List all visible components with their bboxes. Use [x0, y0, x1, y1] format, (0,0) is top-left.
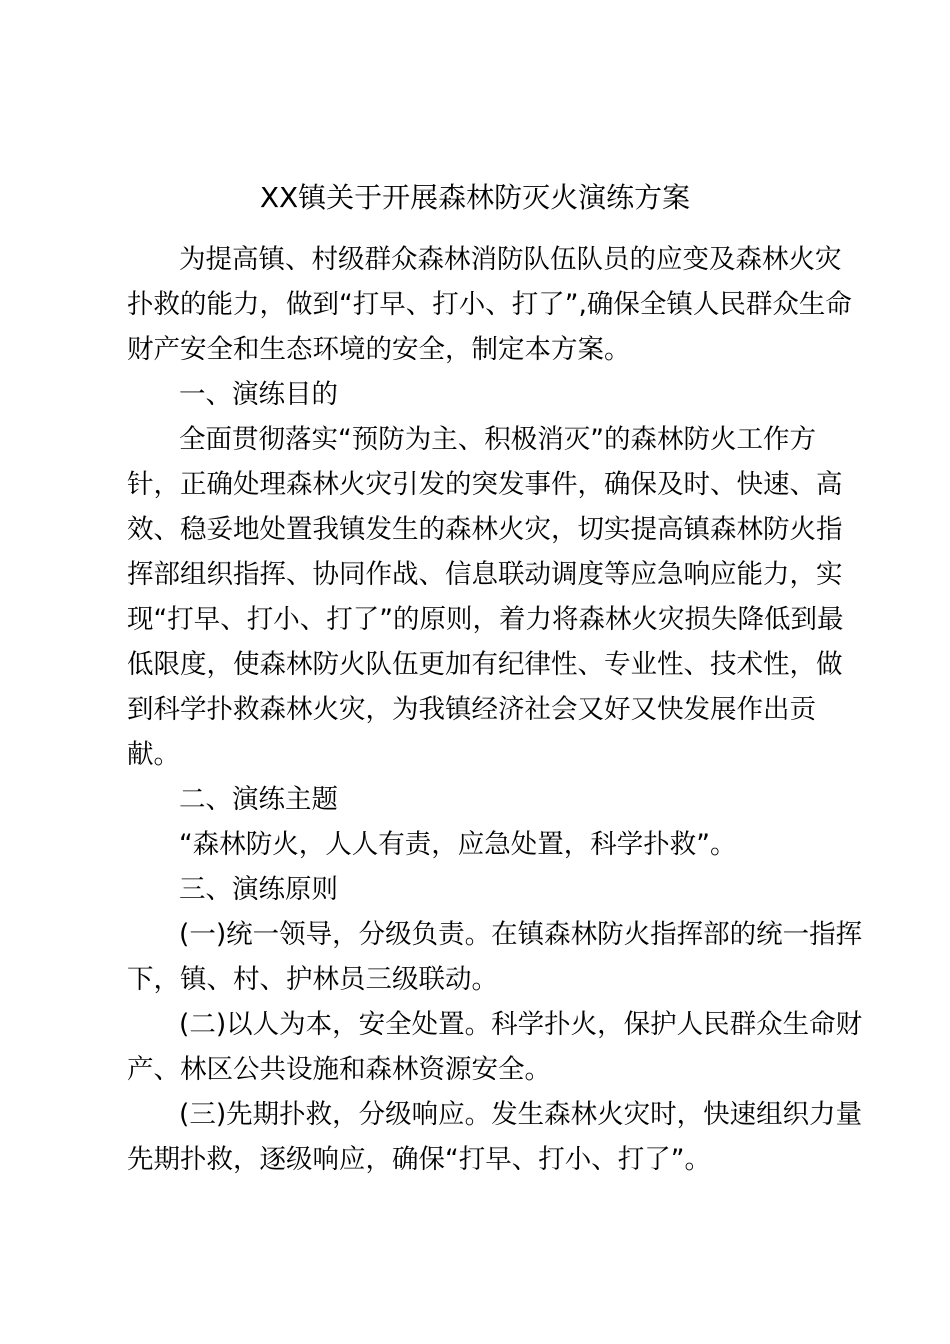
principle-2-line-1: (二)以人为本，安全处置。科学扑火，保护人民群众生命财 [179, 1009, 863, 1040]
paragraph-intro-line-2: 扑救的能力，做到“打早、打小、打了”,确保全镇人民群众生命 [127, 289, 852, 320]
paragraph-theme: “森林防火，人人有责，应急处置，科学扑救”。 [179, 829, 737, 860]
section-heading-principles: 三、演练原则 [179, 874, 338, 905]
paragraph-purpose-line-1: 全面贯彻落实“预防为主、积极消灭”的森林防火工作方 [179, 424, 816, 455]
paragraph-purpose-line-3: 效、稳妥地处置我镇发生的森林火灾，切实提高镇森林防火指 [127, 514, 843, 545]
paragraph-purpose-line-2: 针，正确处理森林火灾引发的突发事件，确保及时、快速、高 [127, 469, 843, 500]
paragraph-purpose-line-4: 挥部组织指挥、协同作战、信息联动调度等应急响应能力，实 [127, 559, 843, 590]
paragraph-purpose-line-7: 到科学扑救森林火灾，为我镇经济社会又好又快发展作出贡 [127, 694, 816, 725]
paragraph-purpose-line-6: 低限度，使森林防火队伍更加有纪律性、专业性、技术性，做 [127, 649, 843, 680]
section-heading-theme: 二、演练主题 [179, 784, 338, 815]
principle-2-line-2: 产、林区公共设施和森林资源安全。 [127, 1054, 551, 1085]
principle-3-line-2: 先期扑救，逐级响应，确保“打早、打小、打了”。 [127, 1144, 711, 1175]
principle-1-line-1: (一)统一领导，分级负责。在镇森林防火指挥部的统一指挥 [179, 919, 863, 950]
paragraph-purpose-line-8: 献。 [127, 739, 180, 770]
paragraph-intro-line-1: 为提高镇、村级群众森林消防队伍队员的应变及森林火灾 [179, 244, 842, 275]
principle-1-line-2: 下，镇、村、护林员三级联动。 [127, 964, 498, 995]
principle-3-line-1: (三)先期扑救，分级响应。发生森林火灾时，快速组织力量 [179, 1099, 863, 1130]
section-heading-purpose: 一、演练目的 [179, 379, 338, 410]
document-title: XX镇关于开展森林防灭火演练方案 [259, 181, 691, 214]
paragraph-intro-line-3: 财产安全和生态环境的安全，制定本方案。 [127, 334, 631, 365]
paragraph-purpose-line-5: 现“打早、打小、打了”的原则，着力将森林火灾损失降低到最 [127, 604, 844, 635]
